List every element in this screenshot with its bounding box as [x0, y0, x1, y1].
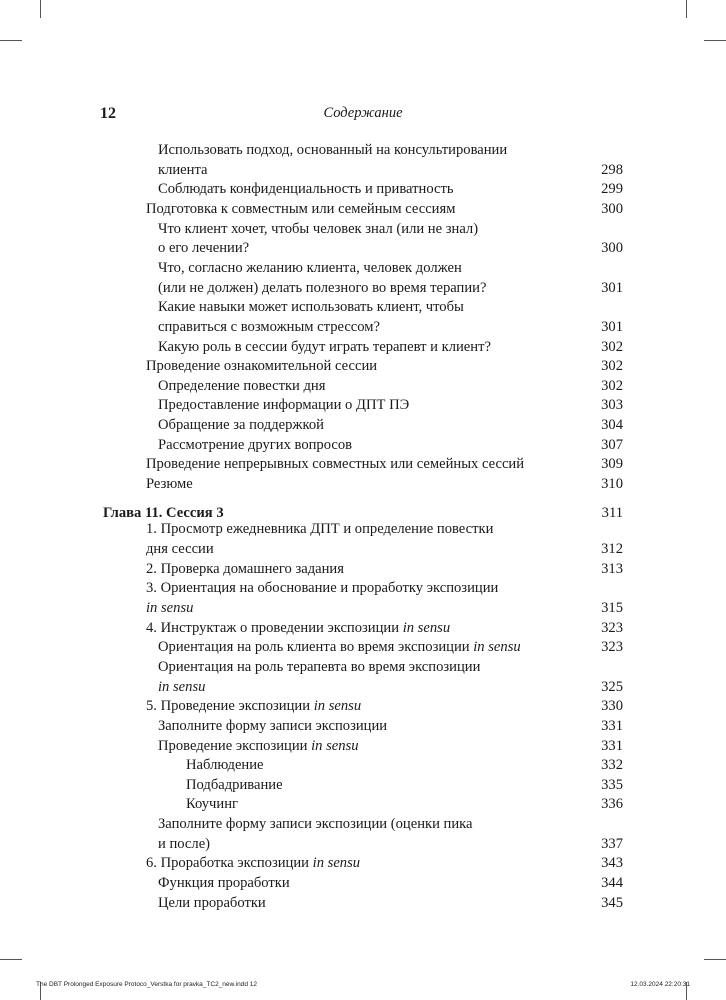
toc-entry-text: Использовать подход, основанный на консультировании — [158, 142, 508, 158]
toc-page-number: 336 — [601, 796, 623, 813]
toc-page-number: 331 — [601, 737, 623, 754]
toc-entry-text: Глава 11. Сессия 3 — [103, 504, 224, 521]
toc-entry — [158, 814, 473, 834]
running-title: Содержание — [323, 105, 403, 121]
toc-entry-text: Обращение за поддержкой — [158, 417, 324, 434]
toc-entry-text: о его лечении? — [158, 240, 250, 257]
toc-entry-text: (или не должен) делать полезного во время терапии? — [158, 279, 487, 296]
toc-entry — [158, 716, 387, 736]
toc-page-number: 311 — [601, 504, 623, 521]
toc-entry — [158, 179, 454, 199]
crop-mark — [40, 0, 41, 18]
toc-page-number: 309 — [601, 456, 623, 473]
toc-entry — [146, 696, 361, 716]
toc-page-number: 299 — [601, 181, 623, 198]
print-footer — [36, 981, 690, 988]
toc-entry — [158, 395, 409, 415]
toc-entry — [158, 238, 249, 258]
toc-page-number: 330 — [601, 698, 623, 715]
footer-timestamp: 12.03.2024 22:20:31 — [630, 981, 690, 988]
toc-entry-text: Заполните форму записи экспозиции — [158, 717, 388, 734]
toc-entry — [146, 199, 455, 219]
toc-entry — [146, 598, 193, 618]
toc-page-number: 323 — [601, 639, 623, 656]
toc-entry-text: Что клиент хочет, чтобы человек знал (или не знал) — [158, 220, 479, 237]
toc-entry — [146, 539, 214, 559]
toc-entry-text: Подбадривание — [186, 776, 283, 793]
toc-page-number: 332 — [601, 757, 623, 774]
toc-entry — [146, 559, 344, 579]
toc-entry-text: in sensu — [311, 737, 359, 754]
toc-entry — [158, 140, 507, 160]
crop-mark — [0, 40, 22, 41]
toc-entry-text: справиться с возможным стрессом? — [158, 318, 381, 335]
toc-entry-text: 6. Проработка экспозиции — [146, 855, 313, 872]
toc-page-number: 303 — [601, 397, 623, 414]
toc-entry-text: дня сессии — [146, 541, 214, 557]
toc-entry — [186, 794, 238, 814]
crop-mark — [686, 0, 687, 18]
toc-entry-text: Подготовка к совместным или семейным сессиям — [146, 200, 456, 217]
toc-entry — [158, 219, 478, 239]
toc-page-number: 343 — [601, 855, 623, 872]
toc-entry-text: Ориентация на роль терапевта во время экспозиции — [158, 658, 481, 675]
toc-entry-text: 2. Проверка домашнего задания — [146, 560, 344, 577]
toc-entry-text: Что, согласно желанию клиента, человек должен — [158, 259, 462, 276]
toc-entry — [158, 873, 290, 893]
toc-entry — [146, 519, 493, 539]
toc-entry-text: in sensu — [402, 619, 451, 636]
toc-entry — [158, 893, 266, 913]
toc-page-number: 300 — [601, 240, 623, 257]
toc-entry — [158, 258, 462, 278]
toc-entry — [158, 278, 486, 298]
crop-mark — [704, 959, 726, 960]
toc-entry — [158, 415, 324, 435]
toc-entry-text: in sensu — [146, 599, 194, 616]
toc-page-number: 298 — [601, 161, 623, 178]
toc-entry — [158, 317, 380, 337]
toc-page-number: 335 — [601, 776, 623, 793]
toc-page-number: 345 — [601, 894, 623, 911]
toc-entry-text: in sensu — [313, 698, 362, 715]
toc-entry — [158, 297, 464, 317]
toc-page-number: 302 — [601, 377, 623, 394]
toc-page-number: 304 — [601, 417, 623, 434]
toc-page-number: 300 — [601, 200, 623, 217]
toc-page-number: 344 — [601, 875, 623, 892]
toc-entry — [146, 618, 450, 638]
crop-mark — [704, 40, 726, 41]
toc-entry — [158, 677, 205, 697]
toc-entry — [186, 755, 264, 775]
toc-entry-text: Проведение ознакомительной сессии — [146, 358, 378, 375]
toc-entry-text: Проведение экспозиции — [158, 737, 312, 754]
toc-entry — [158, 834, 210, 854]
toc-entry-text: in sensu — [473, 639, 521, 656]
toc-entry-text: Какую роль в сессии будут играть терапевт и клиент? — [158, 338, 491, 355]
toc-entry — [146, 474, 193, 494]
crop-mark — [0, 959, 22, 960]
toc-page-number: 310 — [601, 476, 623, 493]
toc-entry — [158, 337, 491, 357]
toc-entry-text: Наблюдение — [186, 757, 264, 774]
toc-entry-text: Функция проработки — [158, 875, 290, 892]
toc-entry-text: Какие навыки может использовать клиент, чтобы — [158, 299, 464, 316]
toc-entry — [158, 160, 208, 180]
toc-entry-text: Определение повестки дня — [158, 377, 326, 394]
toc-page-number: 302 — [601, 338, 623, 355]
toc-entry — [158, 376, 325, 396]
toc-entry — [146, 454, 524, 474]
toc-entry — [146, 853, 360, 873]
toc-entry — [158, 435, 352, 455]
toc-entry — [158, 657, 480, 677]
toc-entry-text: 3. Ориентация на обоснование и проработку экспозиции — [146, 580, 499, 597]
toc-entry — [186, 775, 283, 795]
toc-entry-text: и после) — [158, 835, 211, 852]
toc-entry-text: клиента — [158, 161, 208, 178]
toc-entry-text: Заполните форму записи экспозиции (оценки пика — [158, 816, 473, 833]
toc-entry-text: Резюме — [146, 476, 193, 493]
toc-entry-text: Коучинг — [186, 796, 238, 813]
toc-entry-text: Ориентация на роль клиента во время экспозиции — [158, 639, 474, 656]
toc-entry-text: Цели проработки — [158, 894, 266, 911]
toc-entry-text: in sensu — [312, 855, 361, 872]
toc-page-number: 302 — [601, 358, 623, 375]
toc-page-number: 307 — [601, 436, 623, 453]
toc-entry-text: in sensu — [158, 678, 206, 695]
toc-page-number: 325 — [601, 678, 623, 695]
toc-page-number: 301 — [601, 318, 623, 335]
toc-page-number: 315 — [601, 599, 623, 616]
toc-entry — [158, 736, 359, 756]
toc-entry-text: 4. Инструктаж о проведении экспозиции — [146, 619, 403, 636]
toc-page-number: 337 — [601, 835, 623, 852]
toc-entry-text: Предоставление информации о ДПТ ПЭ — [158, 397, 410, 414]
toc-entry-text: Проведение непрерывных совместных или семейных сессий — [146, 456, 525, 473]
toc-page-number: 313 — [601, 560, 623, 577]
toc-entry-text: Рассмотрение других вопросов — [158, 436, 353, 453]
toc-entry-text: 1. Просмотр ежедневника ДПТ и определение повестки — [146, 521, 494, 538]
toc-page-number: 323 — [601, 619, 623, 636]
toc-page-number: 312 — [601, 541, 623, 557]
toc-entry — [146, 578, 498, 598]
page-number: 12 — [100, 105, 116, 122]
toc-entry-text: 5. Проведение экспозиции — [146, 698, 314, 715]
toc-page-number: 331 — [601, 717, 623, 734]
toc-entry — [146, 356, 377, 376]
toc-entry-text: Соблюдать конфиденциальность и приватность — [158, 181, 454, 198]
footer-file: The DBT Prolonged Exposure Protoco_Verstka for pravka_TC2_new.indd 12 — [36, 981, 258, 988]
toc-page-number: 301 — [601, 279, 623, 296]
toc-entry — [158, 637, 521, 657]
